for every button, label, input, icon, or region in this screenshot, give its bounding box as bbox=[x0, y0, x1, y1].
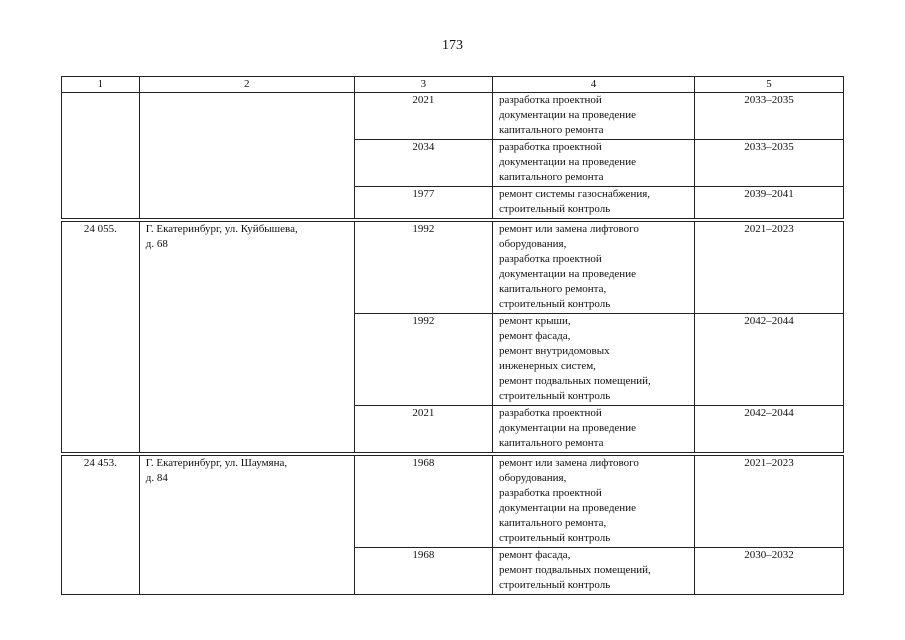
work-line: разработка проектной bbox=[498, 487, 602, 499]
header-cell: 1 bbox=[62, 77, 140, 93]
work-type-cell bbox=[492, 548, 694, 595]
address-cell bbox=[139, 222, 354, 453]
work-line: разработка проектной bbox=[498, 253, 602, 265]
header-cell: 3 bbox=[354, 77, 492, 93]
work-line: капитального ремонта, bbox=[498, 517, 607, 529]
work-line: ремонт или замена лифтового bbox=[498, 223, 639, 235]
work-type-cell bbox=[492, 406, 694, 453]
work-type-cell bbox=[492, 456, 694, 548]
year-cell: 2034 bbox=[354, 140, 492, 187]
work-line: ремонт фасада, bbox=[498, 549, 571, 561]
work-line: капитального ремонта bbox=[498, 124, 604, 136]
work-line: ремонт подвальных помещений, bbox=[498, 564, 651, 576]
year-cell: 2021 bbox=[354, 93, 492, 140]
work-line: документации на проведение bbox=[498, 156, 636, 168]
work-line: капитального ремонта bbox=[498, 171, 604, 183]
year-cell: 1992 bbox=[354, 314, 492, 406]
work-line: оборудования, bbox=[498, 238, 567, 250]
work-line: документации на проведение bbox=[498, 109, 636, 121]
work-line: капитального ремонта, bbox=[498, 283, 607, 295]
work-line: разработка проектной bbox=[498, 407, 602, 419]
address-line: Г. Екатеринбург, ул. Куйбышева, bbox=[145, 223, 298, 235]
table-row bbox=[62, 456, 844, 548]
work-line: ремонт подвальных помещений, bbox=[498, 375, 651, 387]
year-cell: 1992 bbox=[354, 222, 492, 314]
address-line: д. 68 bbox=[145, 238, 168, 250]
address-line: д. 84 bbox=[145, 472, 168, 484]
work-line: ремонт крыши, bbox=[498, 315, 571, 327]
work-line: строительный контроль bbox=[498, 579, 611, 591]
work-type-cell bbox=[492, 222, 694, 314]
year-cell: 1977 bbox=[354, 187, 492, 219]
year-cell: 1968 bbox=[354, 456, 492, 548]
work-line: строительный контроль bbox=[498, 298, 611, 310]
work-line: строительный контроль bbox=[498, 203, 611, 215]
work-line: разработка проектной bbox=[498, 141, 602, 153]
work-line: инженерных систем, bbox=[498, 360, 596, 372]
building-number-cell: 24 453. bbox=[62, 456, 140, 595]
header-cell: 4 bbox=[492, 77, 694, 93]
period-cell: 2039–2041 bbox=[694, 187, 843, 219]
work-line: капитального ремонта bbox=[498, 437, 604, 449]
work-type-cell bbox=[492, 140, 694, 187]
work-line: документации на проведение bbox=[498, 422, 636, 434]
address-cell bbox=[139, 456, 354, 595]
work-type-cell bbox=[492, 314, 694, 406]
header-cell: 2 bbox=[139, 77, 354, 93]
work-line: строительный контроль bbox=[498, 532, 611, 544]
work-line: ремонт фасада, bbox=[498, 330, 571, 342]
period-cell: 2042–2044 bbox=[694, 314, 843, 406]
building-number-cell bbox=[62, 93, 140, 219]
address-line: Г. Екатеринбург, ул. Шаумяна, bbox=[145, 457, 288, 469]
work-line: оборудования, bbox=[498, 472, 567, 484]
work-line: ремонт системы газоснабжения, bbox=[498, 188, 651, 200]
building-number-cell: 24 055. bbox=[62, 222, 140, 453]
work-line: разработка проектной bbox=[498, 94, 602, 106]
table-body bbox=[62, 77, 844, 595]
period-cell: 2030–2032 bbox=[694, 548, 843, 595]
page-number: 173 bbox=[442, 38, 463, 53]
year-cell: 1968 bbox=[354, 548, 492, 595]
period-cell: 2042–2044 bbox=[694, 406, 843, 453]
table-row bbox=[62, 93, 844, 140]
work-line: ремонт или замена лифтового bbox=[498, 457, 639, 469]
work-line: ремонт внутридомовых bbox=[498, 345, 610, 357]
work-type-cell bbox=[492, 187, 694, 219]
repair-schedule-table bbox=[61, 76, 844, 595]
period-cell: 2033–2035 bbox=[694, 93, 843, 140]
address-cell bbox=[139, 93, 354, 219]
year-cell: 2021 bbox=[354, 406, 492, 453]
header-cell: 5 bbox=[694, 77, 843, 93]
work-type-cell bbox=[492, 93, 694, 140]
work-line: документации на проведение bbox=[498, 268, 636, 280]
work-line: строительный контроль bbox=[498, 390, 611, 402]
period-cell: 2033–2035 bbox=[694, 140, 843, 187]
period-cell: 2021–2023 bbox=[694, 222, 843, 314]
work-line: документации на проведение bbox=[498, 502, 636, 514]
header-row bbox=[62, 77, 844, 93]
table-row bbox=[62, 222, 844, 314]
period-cell: 2021–2023 bbox=[694, 456, 843, 548]
